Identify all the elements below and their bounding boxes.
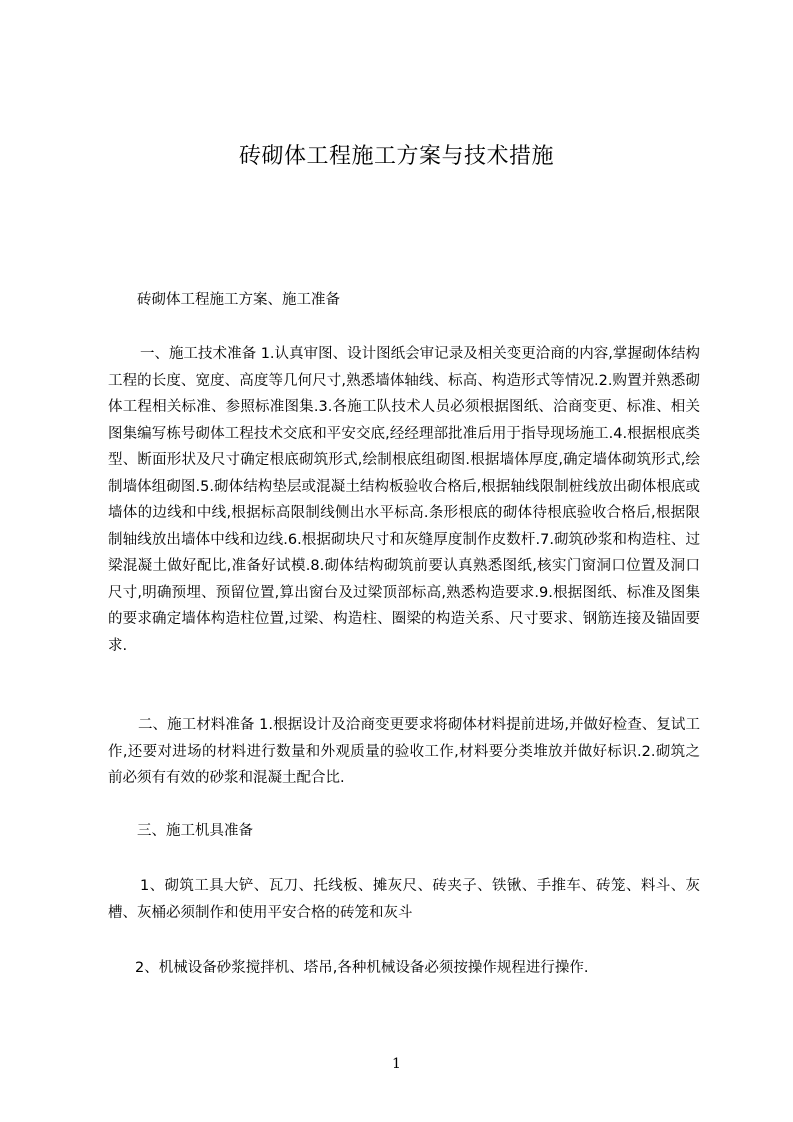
page-number: 1 (392, 1056, 401, 1072)
document-subtitle: 砖砌体工程施工方案、施工准备 (137, 292, 340, 308)
section-material-preparation: 二、施工材料准备 1.根据设计及洽商变更要求将砌体材料提前进场,并做好检查、复试工作,还要对进场的材料进行数量和外观质量的验收工作,材料要分类堆放并做好标识.2.砌筑之前必须有有效的砂浆和混凝土配合比. (108, 717, 700, 786)
section-tools-item: 1、砌筑工具大铲、瓦刀、托线板、摊灰尺、砖夹子、铁锹、手推车、砖笼、料斗、灰槽、灰桶必须制作和使用平安合格的砖笼和灰斗 (108, 878, 700, 921)
section-machinery-item: 2、机械设备砂浆搅拌机、塔吊,各种机械设备必须按操作规程进行操作. (135, 960, 589, 976)
section-technical-preparation: 一、施工技术准备 1.认真审图、设计图纸会审记录及相关变更洽商的内容,掌握砌体结构工程的长度、宽度、高度等几何尺寸,熟悉墙体轴线、标高、构造形式等情况.2.购置并熟悉砌体工程相关标准、参照标准图集.3.各施工队技术人员必须根据图纸、洽商变更、标准、相关图集编写栋号砌体工程技术交底和平安交底,经经理部批准后用于指导现场施工.4.根据根底类型、断面形状及尺寸确定根底砌筑形式,绘制根底组砌图.根据墙体厚度,确定墙体砌筑形式,绘制墙体组砌图.5.砌体结构垫层或混凝土结构板验收合格后,根据轴线限制桩线放出砌体根底或墙体的边线和中线,根据标高限制线侧出水平标高.条形根底的砌体待根底验收合格后,根据限制轴线放出墙体中线和边线.6.根据砌块尺寸和灰缝厚度制作皮数杆.7.砌筑砂浆和构造柱、过梁混凝土做好配比,准备好试模.8.砌体结构砌筑前要认真熟悉图纸,核实门窗洞口位置及洞口尺寸,明确预埋、预留位置,算出窗台及过梁顶部标高,熟悉构造要求.9.根据图纸、标准及图集的要求确定墙体构造柱位置,过梁、构造柱、圈梁的构造关系、尺寸要求、钢筋连接及锚固要求. (108, 346, 700, 654)
section-equipment-heading: 三、施工机具准备 (137, 823, 253, 839)
document-title: 砖砌体工程施工方案与技术措施 (238, 144, 554, 169)
